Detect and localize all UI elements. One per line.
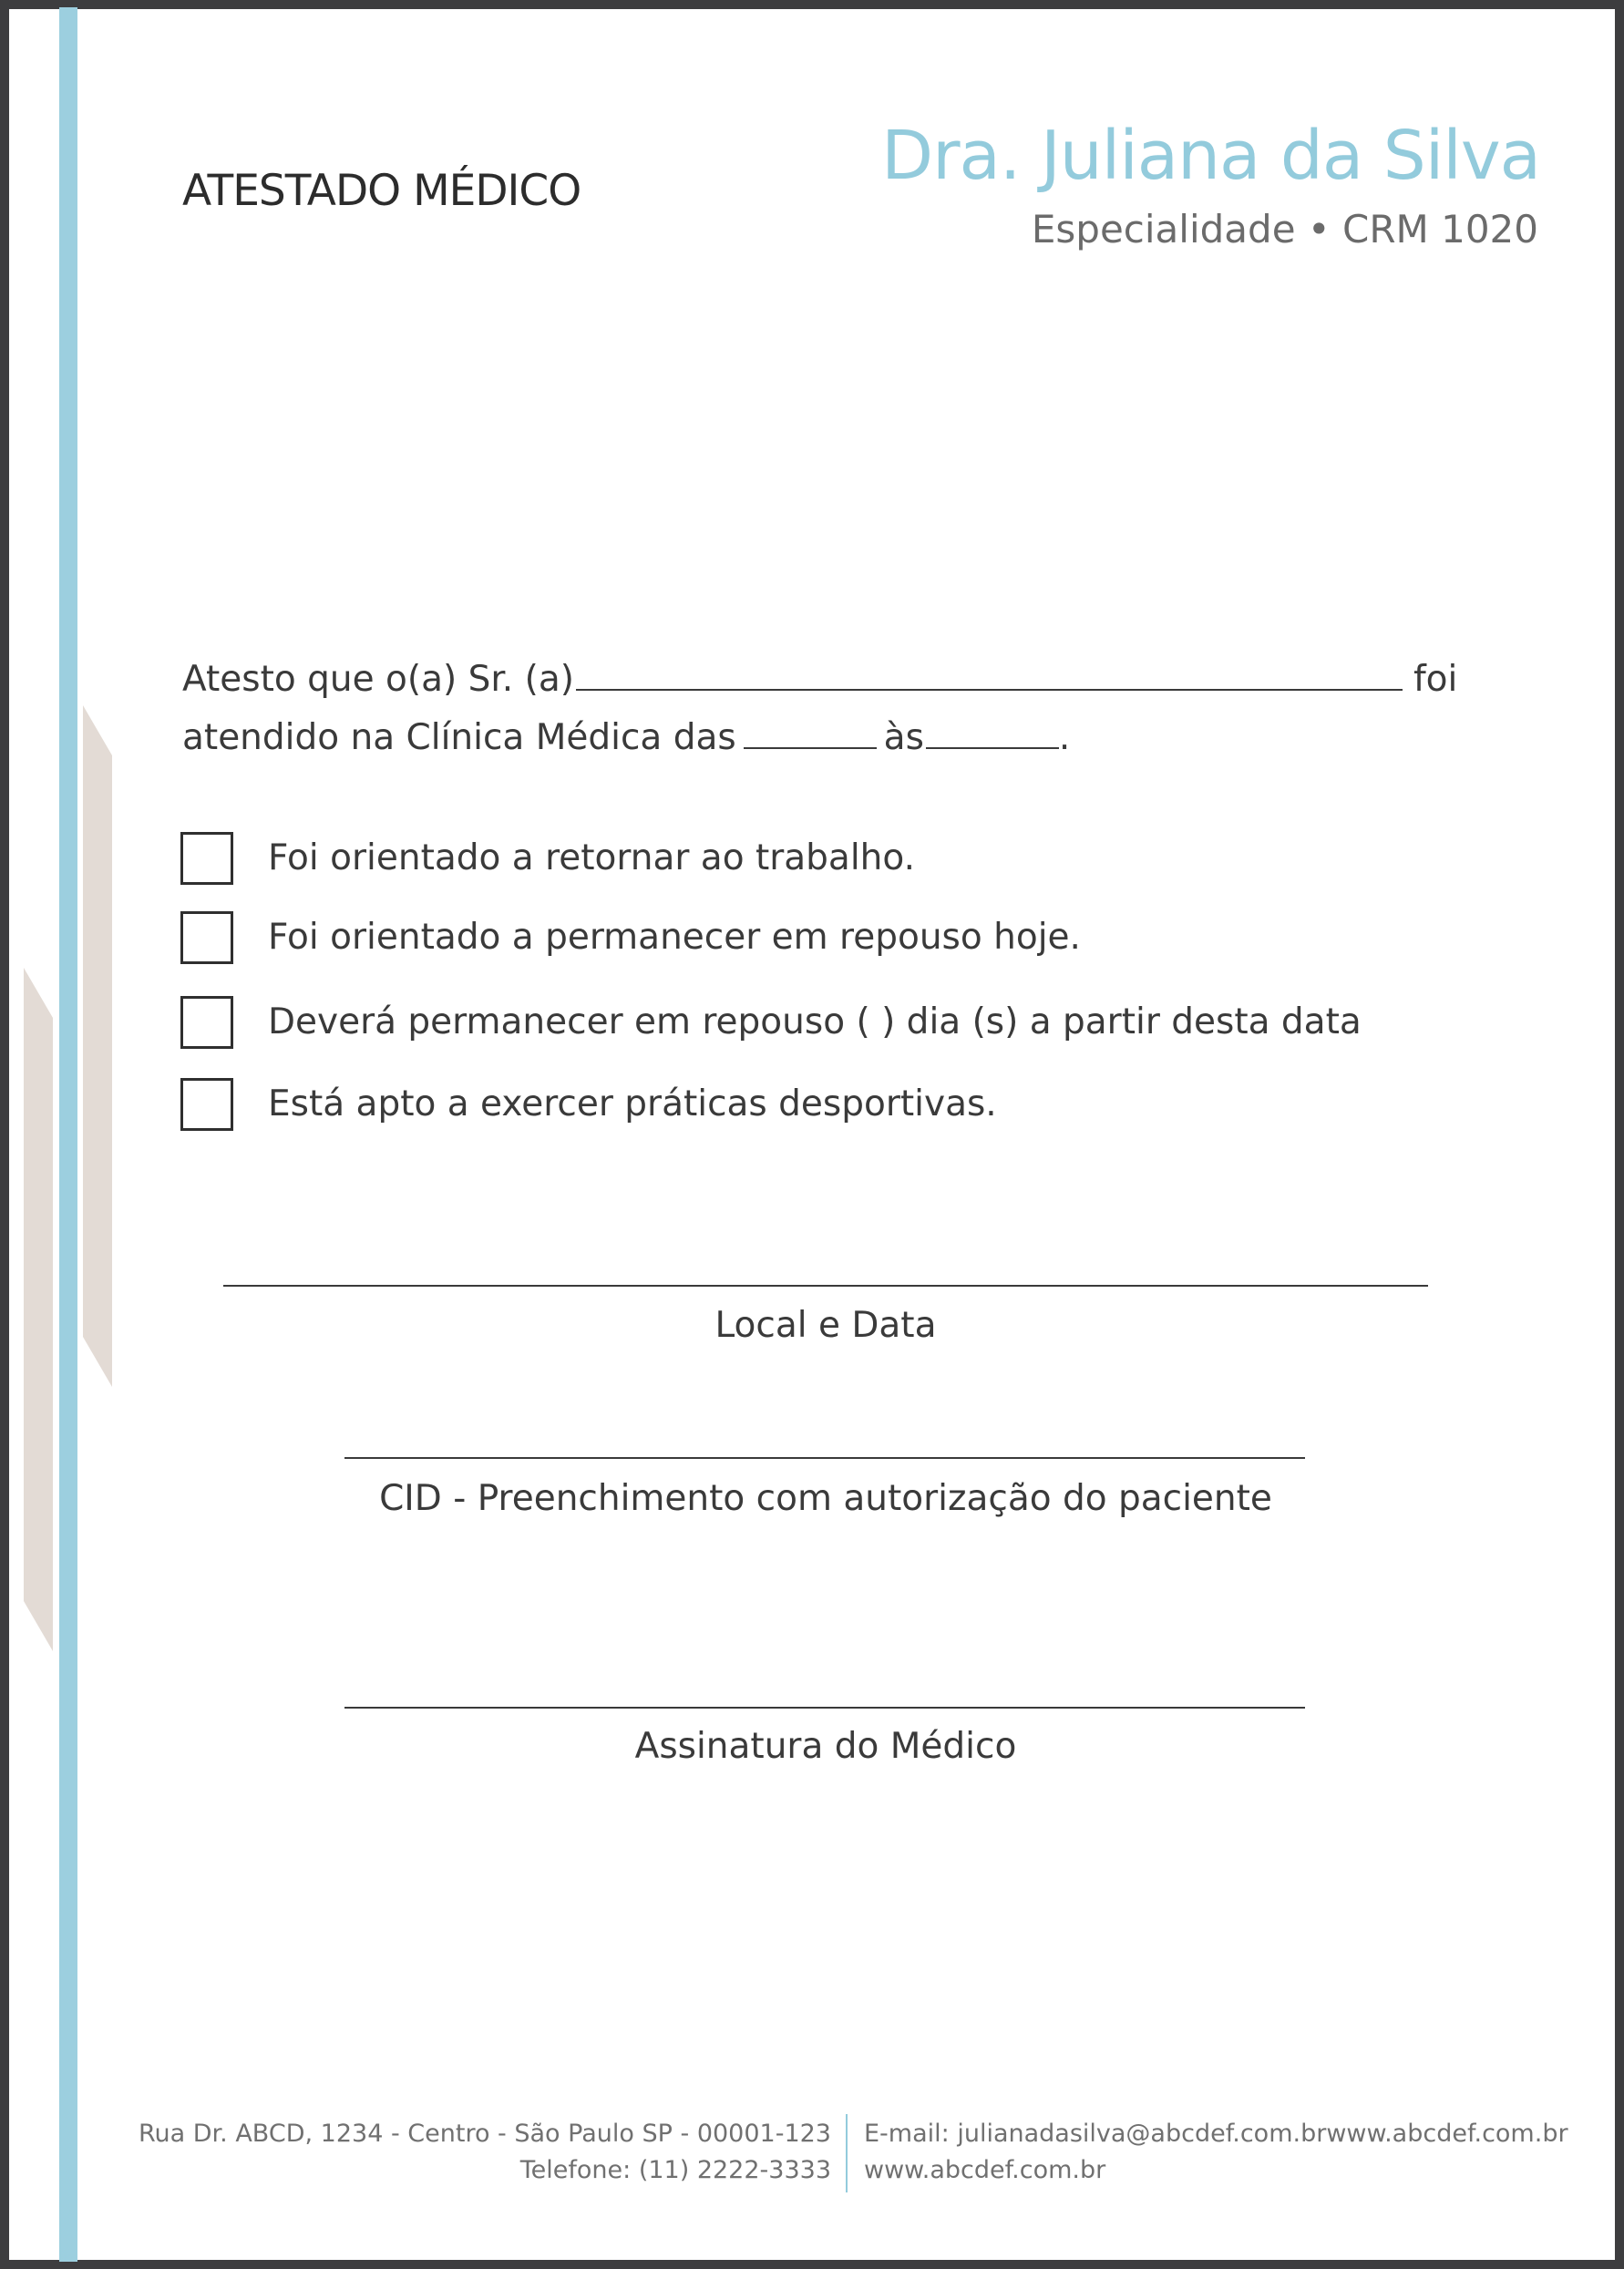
- statement-line-1: [182, 649, 1457, 700]
- patient-name-field[interactable]: [576, 649, 1403, 691]
- doctor-signature-line[interactable]: [344, 1707, 1305, 1709]
- cid-label: CID - Preenchimento com autorização do paciente: [379, 1478, 1272, 1519]
- footer-website: www.abcdef.com.br: [864, 2156, 1106, 2184]
- footer-address: Rua Dr. ABCD, 1234 - Centro - São Paulo SP - 00001-123: [138, 2120, 831, 2148]
- footer-email: E-mail: julianadasilva@abcdef.com.brwww.abcdef.com.br: [864, 2120, 1568, 2148]
- statement-time-middle: às: [883, 717, 924, 758]
- decorative-beige-band-upper: [83, 705, 112, 1387]
- option-label: Deverá permanecer em repouso ( ) dia (s) a partir desta data: [268, 1001, 1362, 1042]
- option-label: Está apto a exercer práticas desportivas.: [268, 1083, 997, 1124]
- doctor-signature-label: Assinatura do Médico: [634, 1726, 1017, 1767]
- footer-divider: [846, 2114, 848, 2192]
- option-rest-days: [180, 996, 1456, 1052]
- checkbox-return-to-work[interactable]: [180, 832, 233, 885]
- option-return-to-work: [180, 832, 1456, 888]
- cid-line[interactable]: [344, 1457, 1305, 1459]
- statement-period: .: [1058, 717, 1071, 758]
- statement-prefix: Atesto que o(a) Sr. (a): [182, 659, 574, 700]
- local-date-line[interactable]: [223, 1285, 1428, 1287]
- option-label: Foi orientado a retornar ao trabalho.: [268, 837, 915, 878]
- local-date-label: Local e Data: [714, 1305, 937, 1346]
- document-title: ATESTADO MÉDICO: [182, 166, 581, 216]
- statement-time-prefix: atendido na Clínica Médica das: [182, 717, 736, 758]
- checkbox-rest-days[interactable]: [180, 996, 233, 1049]
- footer-contact-block: [864, 2116, 1568, 2189]
- left-accent-stripe: [59, 7, 77, 2262]
- statement-suffix: foi: [1413, 659, 1458, 700]
- footer-address-block: [139, 2116, 831, 2189]
- doctor-name: Dra. Juliana da Silva: [881, 117, 1540, 195]
- doctor-specialty-crm: Especialidade • CRM 1020: [1031, 207, 1538, 252]
- statement-line-2: [182, 707, 1070, 758]
- checkbox-rest-today[interactable]: [180, 911, 233, 964]
- footer-phone: Telefone: (11) 2222-3333: [519, 2156, 831, 2184]
- end-time-field[interactable]: [926, 707, 1059, 749]
- option-fit-for-sports: [180, 1078, 1456, 1134]
- start-time-field[interactable]: [744, 707, 877, 749]
- option-label: Foi orientado a permanecer em repouso hoje.: [268, 917, 1081, 958]
- checkbox-fit-for-sports[interactable]: [180, 1078, 233, 1131]
- option-rest-today: [180, 911, 1456, 968]
